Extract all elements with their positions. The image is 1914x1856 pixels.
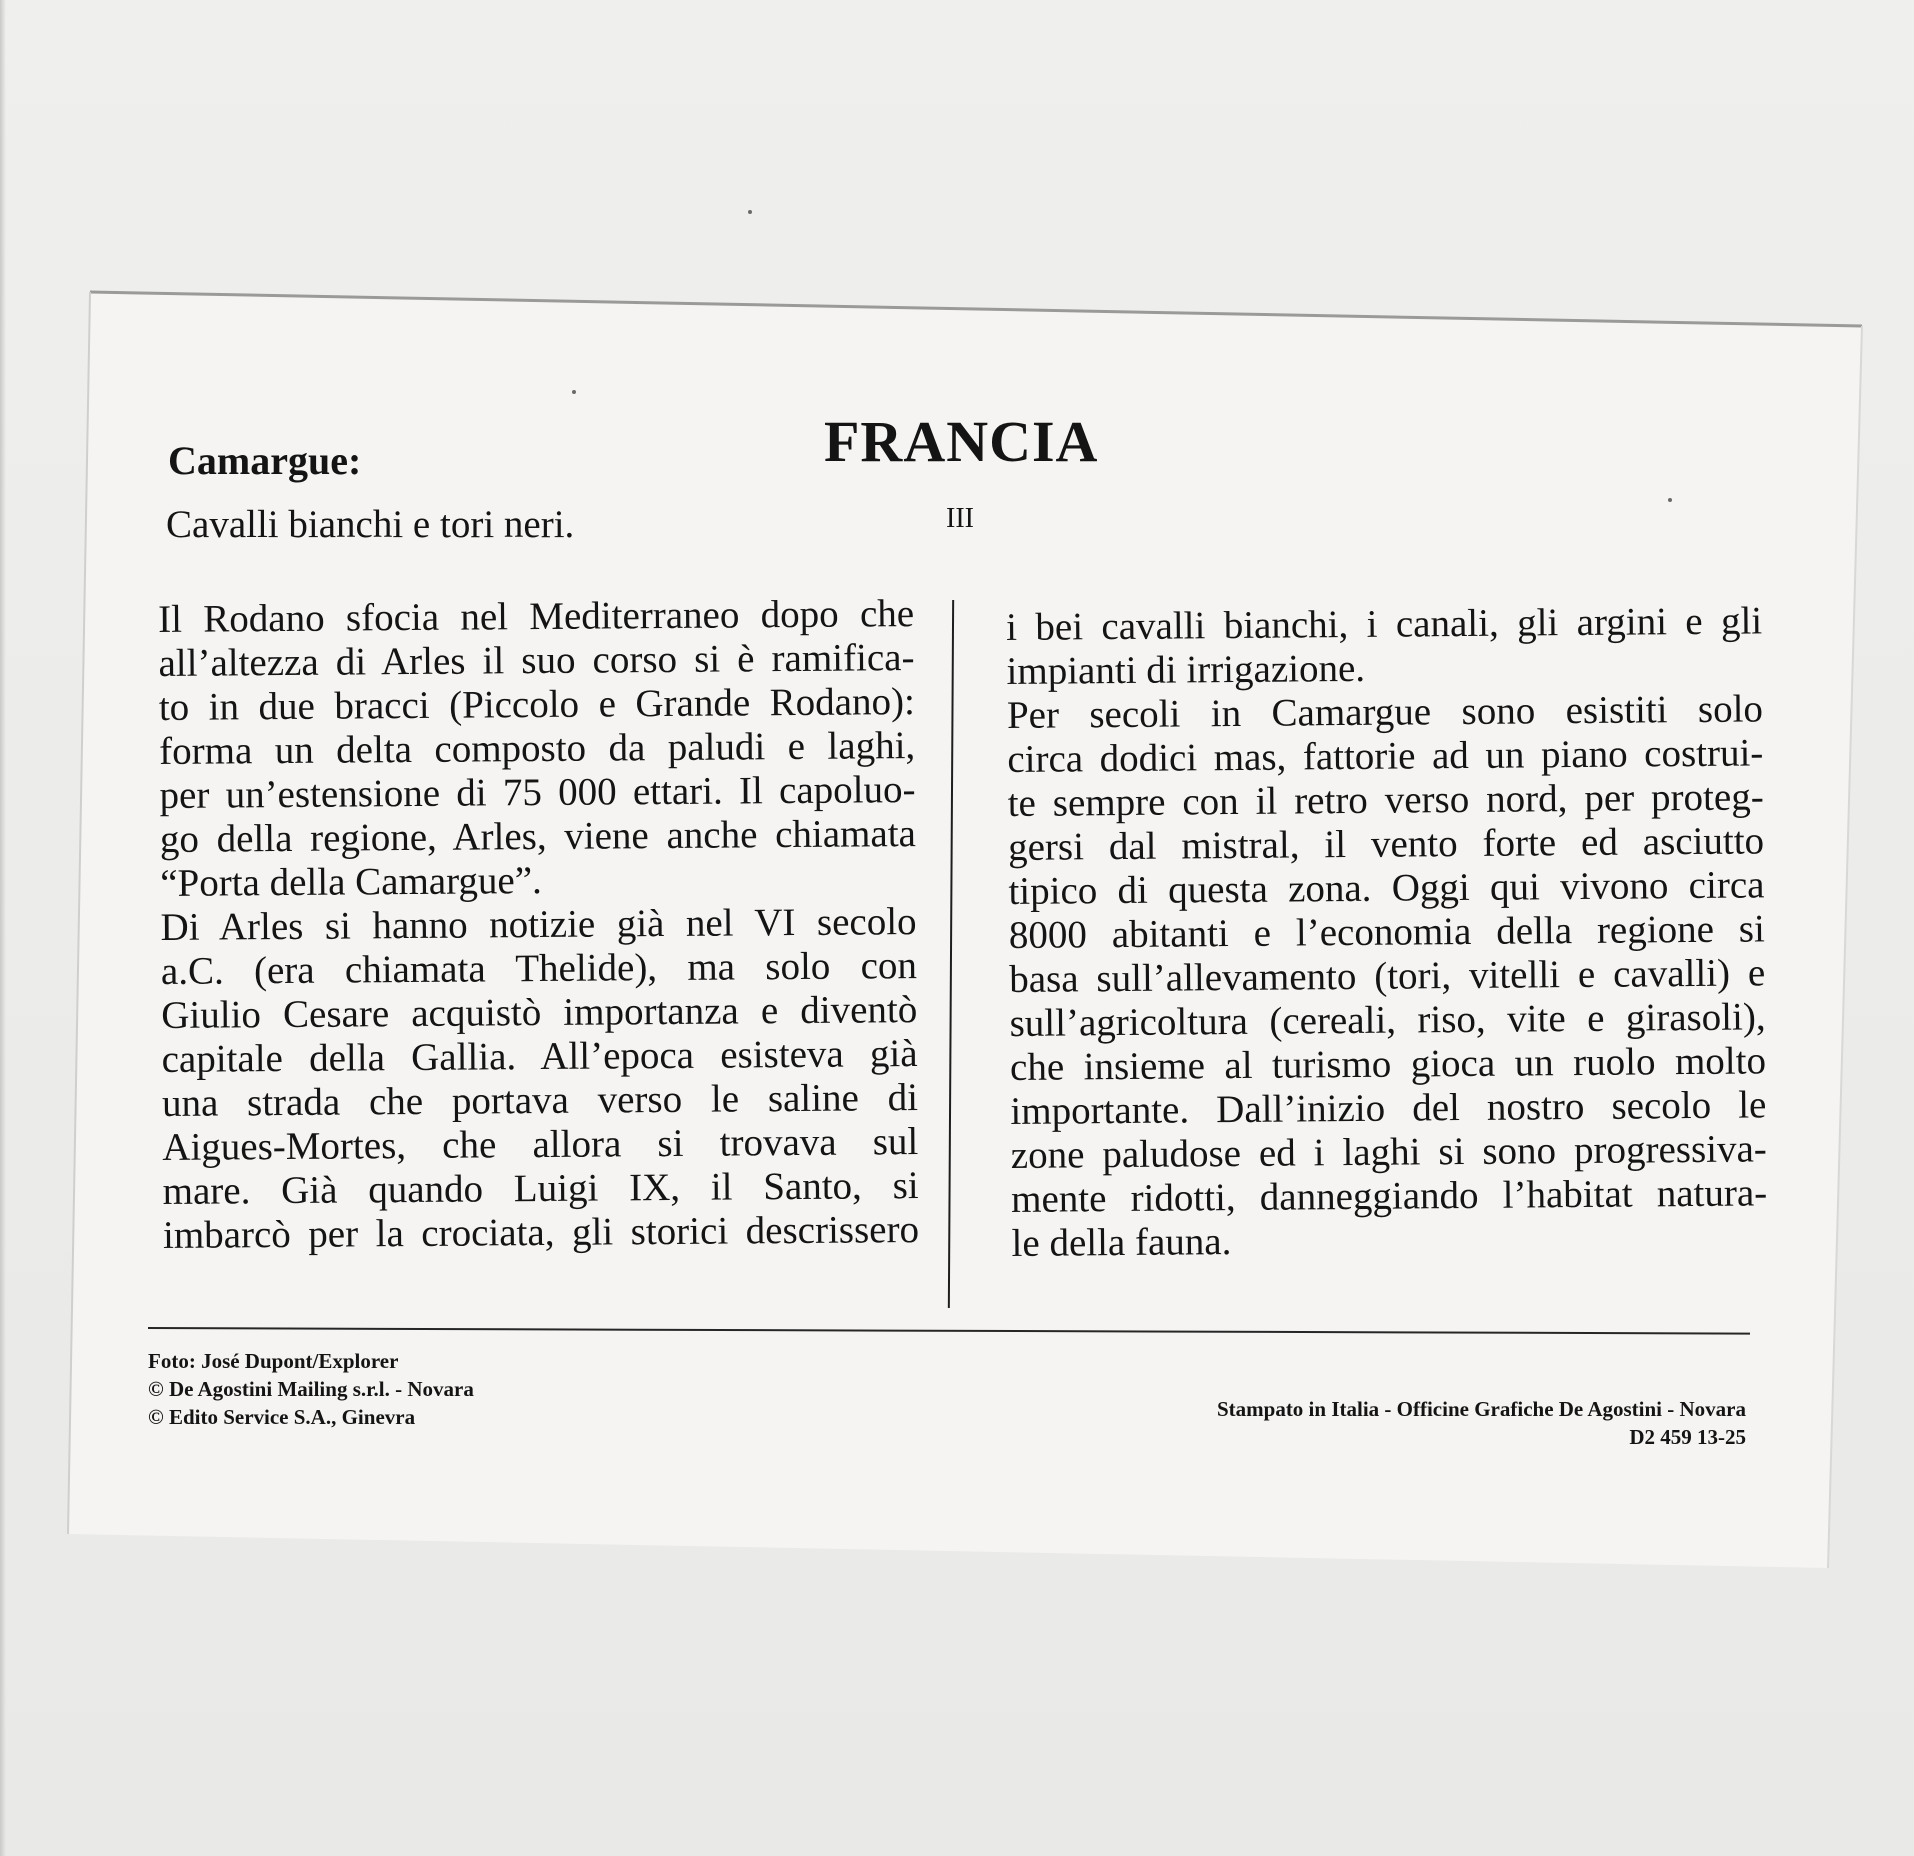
text-line: mare. Già quando Luigi IX, il Santo, si [162,1164,919,1213]
photo-credits [148,1347,474,1431]
product-code: D2 459 13-25 [1629,1425,1746,1449]
text-line: basa sull’allevamento (tori, vitelli e cavalli) e [1009,951,1766,1001]
text-line: Il Rodano sfocia nel Mediterraneo dopo che [158,592,915,641]
credit-line: © Edito Service S.A., Ginevra [148,1405,416,1429]
text-line: sull’agricoltura (cereali, riso, vite e girasoli), [1009,995,1766,1045]
text-line: circa dodici mas, fattorie ad un piano costrui- [1007,731,1764,781]
text-line: i bei cavalli bianchi, i canali, gli argini e gli [1006,599,1763,649]
card-title: FRANCIA [824,409,1099,474]
text-line: le della fauna. [1011,1220,1232,1265]
text-line: capitale della Gallia. All’epoca esisteva già [161,1032,918,1081]
paper-speck [748,210,752,214]
text-line: zone paludose ed i laghi si sono progressiva- [1010,1127,1767,1177]
card-number: III [946,503,974,534]
text-line: imbarcò per la crociata, gli storici descrissero [162,1208,920,1257]
text-line: importante. Dall’inizio del nostro secolo le [1010,1083,1767,1133]
text-line: Giulio Cesare acquistò importanza e diventò [161,988,918,1037]
text-line: go della regione, Arles, viene anche chiamata [159,812,917,861]
text-line: che insieme al turismo gioca un ruolo molto [1009,1039,1767,1089]
text-line: mente ridotti, danneggiando l’habitat natura- [1010,1171,1768,1221]
subtitle: Cavalli bianchi e tori neri. [166,503,575,546]
text-line: 8000 abitanti e l’economia della regione si [1008,907,1766,957]
right-text-column [1006,599,1768,1266]
text-line: a.C. (era chiamata Thelide), ma solo con [160,944,918,993]
subtitle-heading: Camargue: [168,438,362,483]
text-line: Aigues-Mortes, che allora si trovava sul [162,1120,919,1169]
printer-info [1217,1395,1746,1451]
text-line: Per secoli in Camargue sono esistiti solo [1006,687,1764,737]
credit-line: © De Agostini Mailing s.r.l. - Novara [148,1377,474,1401]
text-line: impianti di irrigazione. [1006,646,1366,693]
left-text-column [158,592,919,1258]
printer-line: Stampato in Italia - Officine Grafiche De Agostini - Novara [1216,1397,1746,1421]
text-line: forma un delta composto da paludi e laghi, [159,724,916,773]
paper-speck [1668,498,1672,502]
text-line: to in due bracci (Piccolo e Grande Rodano): [158,680,916,729]
text-line: all’altezza di Arles il suo corso si è ramifica- [158,636,915,685]
text-line: gersi dal mistral, il vento forte ed asciutto [1007,819,1765,869]
text-line: una strada che portava verso le saline di [161,1076,919,1125]
text-line: per un’estensione di 75 000 ettari. Il capoluo- [159,768,916,817]
text-line: te sempre con il retro verso nord, per proteg- [1007,775,1764,825]
text-line: Di Arles si hanno notizie già nel VI secolo [160,900,917,949]
credit-line: Foto: José Dupont/Explorer [148,1349,399,1373]
paper-speck [572,390,576,394]
text-line: “Porta della Camargue”. [160,858,542,905]
text-line: tipico di questa zona. Oggi qui vivono circa [1008,863,1765,913]
